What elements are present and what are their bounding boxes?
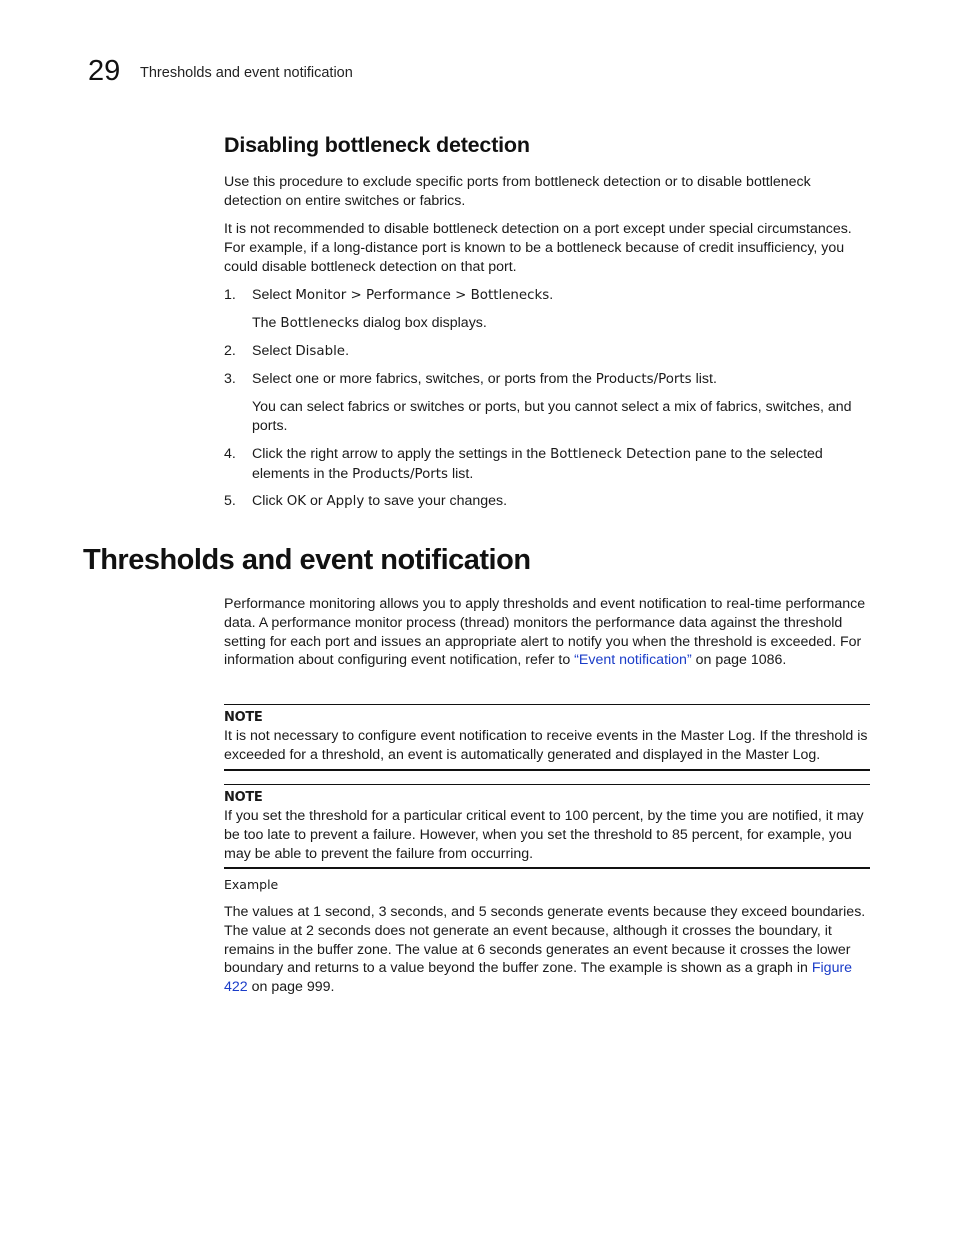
paragraph: Performance monitoring allows you to apply thresholds and event notification to real-time performance data. A performance monitor process (thread) monitors the performance data against the threshold setting for each port and issues an appropriate alert to notify you when the threshold is exceeded. For information about configuring event notification, refer to “Event notification” on page 1086. <box>224 596 866 669</box>
ui-list-name: Products/Ports <box>595 372 692 387</box>
note-label: NOTE <box>224 710 263 725</box>
ui-menu-path: Monitor > Performance > Bottlenecks <box>295 288 550 303</box>
note-label: NOTE <box>224 790 263 805</box>
cross-reference-link[interactable]: “Event notification” <box>574 652 692 669</box>
note-text: It is not necessary to configure event notification to receive events in the Master Log. If the threshold is exceeded for a threshold, an event is automatically generated and displayed in the Master Log. <box>224 728 868 763</box>
step-subtext: You can select fabrics or switches or ports, but you cannot select a mix of fabrics, switches, and ports. <box>252 399 852 434</box>
step-number: 2. <box>224 343 236 359</box>
step-text: Select Disable. <box>252 343 350 359</box>
step-subtext: The Bottlenecks dialog box displays. <box>252 315 487 331</box>
example-label: Example <box>224 877 279 892</box>
step-number: 4. <box>224 446 236 462</box>
note-text: If you set the threshold for a particular critical event to 100 percent, by the time you are notified, it may be too late to prevent a failure. However, when you set the threshold to 85 percent, for example, you may be able to prevent the failure from occurring. <box>224 808 864 862</box>
ui-dialog-name: Bottlenecks <box>280 316 360 331</box>
ui-button-name: Apply <box>326 494 365 509</box>
paragraph: It is not recommended to disable bottleneck detection on a port except under special circumstances. For example, if a long-distance port is known to be a bottleneck because of credit insufficiency, you could disable bottleneck detection on that port. <box>224 221 852 275</box>
running-title: Thresholds and event notification <box>140 65 353 81</box>
paragraph: Use this procedure to exclude specific ports from bottleneck detection or to disable bottleneck detection on entire switches or fabrics. <box>224 174 811 209</box>
step-text: Select Monitor > Performance > Bottlenecks. <box>252 287 554 303</box>
note-box <box>224 784 870 869</box>
ui-list-name: Products/Ports <box>352 466 449 482</box>
note-box <box>224 704 870 771</box>
step-text: Select one or more fabrics, switches, or ports from the Products/Ports list. <box>252 371 717 387</box>
paragraph: The values at 1 second, 3 seconds, and 5 seconds generate events because they exceed boundaries. The value at 2 seconds does not generate an event because, although it crosses the boundary, it remains in the buffer zone. The value at 6 seconds generates an event because it crosses the lower boundary and returns to a value beyond the buffer zone. The example is shown as a graph in Figure 422 on page 999. <box>224 904 866 996</box>
section-title-thresholds: Thresholds and event notification <box>83 544 531 576</box>
chapter-number: 29 <box>88 55 121 87</box>
ui-option-name: Disable <box>295 344 346 359</box>
step-text: Click OK or Apply to save your changes. <box>252 493 508 509</box>
ui-button-name: OK <box>286 494 307 509</box>
step-number: 3. <box>224 371 236 387</box>
step-text: Click the right arrow to apply the settings in the Bottleneck Detection pane to the selected elements in the Products/Ports list. <box>252 446 823 482</box>
ui-pane-name: Bottleneck Detection <box>550 447 692 462</box>
step-number: 5. <box>224 493 236 509</box>
step-number: 1. <box>224 287 236 303</box>
figure-link[interactable]: Figure 422 <box>224 960 853 996</box>
section-title-disabling-bottleneck: Disabling bottleneck detection <box>224 133 530 157</box>
